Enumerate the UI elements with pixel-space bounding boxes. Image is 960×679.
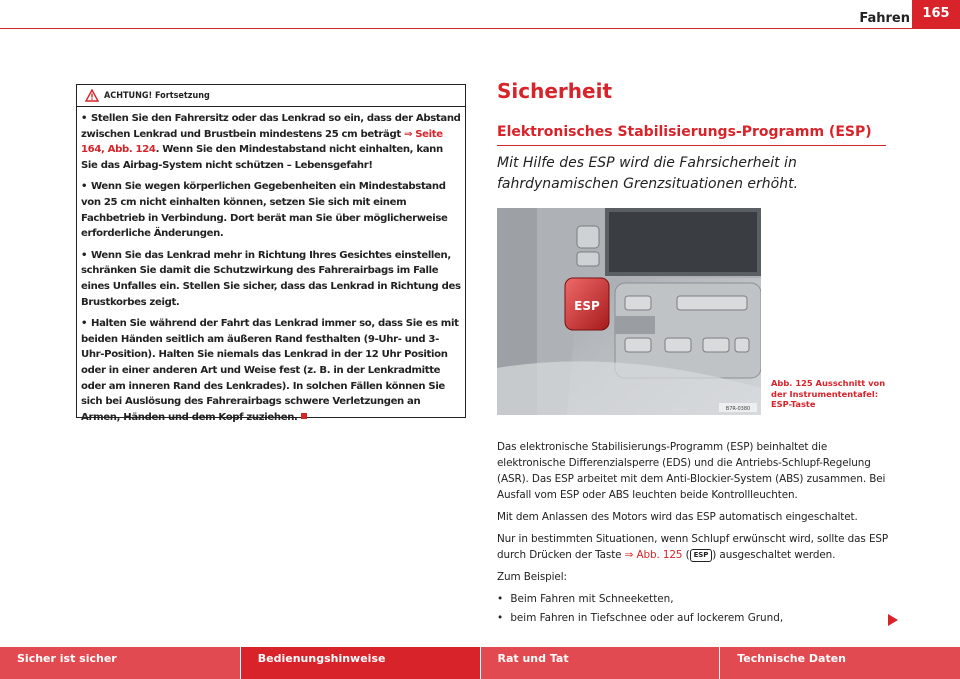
body-text-span: ausgeschaltet werden.: [716, 549, 836, 561]
footer-tab-technische-daten[interactable]: Technische Daten: [720, 647, 960, 679]
arrow-icon: ⇒: [624, 549, 634, 561]
warning-item: [81, 248, 461, 310]
body-text-span: Nur in bestimmten Situationen, wenn Schlupf erwünscht wird, sollte das ESP durch Drücken der Taste: [497, 533, 889, 561]
next-page-arrow-icon[interactable]: [888, 614, 898, 626]
warning-item-text: Stellen Sie den Fahrersitz oder das Lenkrad so ein, dass der Abstand zwischen Lenkrad und Brustbein mindestens 25 cm beträgt: [81, 113, 461, 140]
esp-button-label: ESP: [574, 299, 600, 313]
warning-box: [76, 84, 466, 423]
body-paragraph: Mit dem Anlassen des Motors wird das ESP automatisch eingeschaltet.: [497, 511, 858, 523]
bullet-icon: •: [81, 318, 88, 330]
end-mark-icon: [301, 413, 307, 419]
warning-title: ACHTUNG! Fortsetzung: [104, 90, 210, 101]
header-rule: [0, 28, 960, 29]
instrument-panel-photo: [497, 208, 761, 415]
bullet-icon: •: [81, 181, 88, 193]
body-paragraph: Zum Beispiel:: [497, 571, 567, 583]
bullet-icon: •: [497, 612, 504, 624]
lead-paragraph: Mit Hilfe des ESP wird die Fahrsicherheit in fahrdynamischen Grenzsituationen erhöht.: [497, 155, 799, 192]
body-text: [497, 439, 889, 629]
footer-nav: [0, 647, 960, 679]
figure-code: B7R-0380: [725, 406, 751, 412]
warning-item-text: Halten Sie während der Fahrt das Lenkrad immer so, dass Sie es mit beiden Händen seitlich am äußeren Rand festhalten (9-Uhr- und 3-Uhr-Position). Halten Sie niemals das Lenkrad in der 12 Uhr Position oder in einer anderen Art und Weise fest (z. B. in der Lenkradmitte oder am inneren Rand des Lenkrades). In solchen Fällen können Sie sich bei Auslösung des Fahrerairbags schwere Verletzungen an Armen, Händen und dem Kopf zuziehen.: [81, 318, 459, 423]
warning-item-text: . Wenn Sie den Mindestabstand nicht einhalten, kann Sie das Airbag-System nicht schützen – Lebensgefahr!: [81, 144, 443, 171]
arrow-icon: ⇒: [403, 128, 413, 140]
body-paragraph: Nur in bestimmten Situationen, wenn Schlupf erwünscht wird, sollte das ESP durch Drücken der Taste ⇒ Abb. 125 ( ESP ) ausgeschaltet werden.: [497, 533, 889, 561]
warning-item: [81, 179, 461, 241]
list-item-text: Beim Fahren mit Schneeketten,: [510, 593, 674, 605]
subtitle-rule: [497, 145, 886, 146]
figure-reference-link[interactable]: [625, 549, 683, 561]
link-text: Seite 164, Abb. 124: [81, 128, 443, 156]
list-item-text: beim Fahren in Tiefschnee oder auf lockerem Grund,: [510, 612, 784, 624]
esp-key-icon: ESP: [690, 549, 713, 562]
instrument-panel-illustration: [497, 208, 761, 415]
bullet-icon: •: [81, 249, 88, 261]
warning-header: [77, 85, 465, 107]
warning-item: [81, 111, 461, 173]
list-item: [497, 591, 889, 607]
bullet-icon: •: [497, 593, 504, 605]
footer-tab-rat-und-tat[interactable]: Rat und Tat: [481, 647, 720, 679]
footer-tab-bedienungshinweise[interactable]: Bedienungshinweise: [241, 647, 480, 679]
link-text: Abb. 125: [636, 549, 683, 561]
page-header-title: Fahren: [859, 11, 910, 26]
section-subtitle: Elektronisches Stabilisierungs-Programm (ESP): [497, 124, 872, 140]
warning-body: [77, 107, 465, 425]
page-number: 165: [912, 0, 960, 28]
body-paragraph: Das elektronische Stabilisierungs-Programm (ESP) beinhaltet die elektronische Differenzialsperre (EDS) und die Antriebs-Schlupf-Regelung (ASR). Das ESP arbeitet mit dem Anti-Blockier-System (ABS) zusammen. Bei Ausfall vom ESP oder ABS leuchten beide Kontrollleuchten.: [497, 441, 886, 501]
section-title: Sicherheit: [497, 79, 612, 103]
warning-triangle-icon: [85, 89, 99, 102]
list-item: [497, 610, 889, 626]
warning-item-text: Wenn Sie das Lenkrad mehr in Richtung Ihres Gesichtes einstellen, schränken Sie damit die Schutzwirkung des Fahrerairbags im Falle eines Unfalles ein. Stellen Sie sicher, dass das Lenkrad in Richtung des Brustkorbes zeigt.: [81, 249, 461, 308]
footer-tab-sicher-ist-sicher[interactable]: Sicher ist sicher: [0, 647, 240, 679]
bullet-icon: •: [81, 113, 88, 124]
warning-item: [81, 316, 461, 425]
figure-caption: Abb. 125 Ausschnitt von der Instrumententafel: ESP-Taste: [771, 378, 886, 409]
warning-item-text: Wenn Sie wegen körperlichen Gegebenheiten ein Mindestabstand von 25 cm nicht einhalten können, setzen Sie sich mit einem Fachbetrieb in Verbindung. Dort berät man Sie über möglicherweise erforderliche Änderungen.: [81, 181, 448, 240]
